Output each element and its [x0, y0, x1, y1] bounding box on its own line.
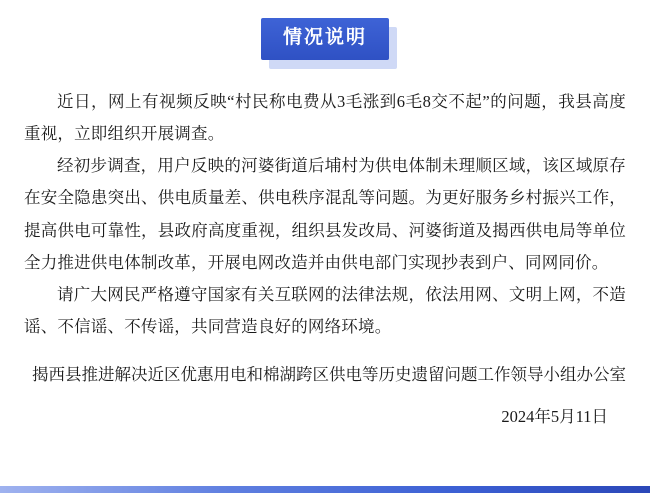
paragraph-3: 请广大网民严格遵守国家有关互联网的法律法规，依法用网、文明上网，不造谣、不信谣、不传谣，共同营造良好的网络环境。 [24, 284, 626, 337]
paragraph-1: 近日，网上有视频反映“村民称电费从3毛涨到6毛8交不起”的问题，我县高度重视，立即组织开展调查。 [24, 91, 626, 144]
bottom-accent-bar [0, 486, 650, 493]
signature-organization: 揭西县推进解决近区优惠用电和棉湖跨区供电等历史遗留问题工作领导小组办公室 [32, 365, 626, 385]
document-title: 情况说明 [261, 18, 389, 60]
signature-date: 2024年5月11日 [501, 407, 608, 427]
paragraph-2: 经初步调查，用户反映的河婆街道后埔村为供电体制未理顺区域，该区域原存在安全隐患突出、供电质量差、供电秩序混乱等问题。为更好服务乡村振兴工作，提高供电可靠性，县政府高度重视，组织县发改局、河婆街道及揭西供电局等单位全力推进供电体制改革，开展电网改造并由供电部门实现抄表到户、同网同价。 [24, 156, 626, 272]
document-body [24, 86, 626, 343]
title-banner [261, 18, 389, 60]
title-banner-container [24, 0, 626, 60]
signature-block [24, 359, 626, 433]
